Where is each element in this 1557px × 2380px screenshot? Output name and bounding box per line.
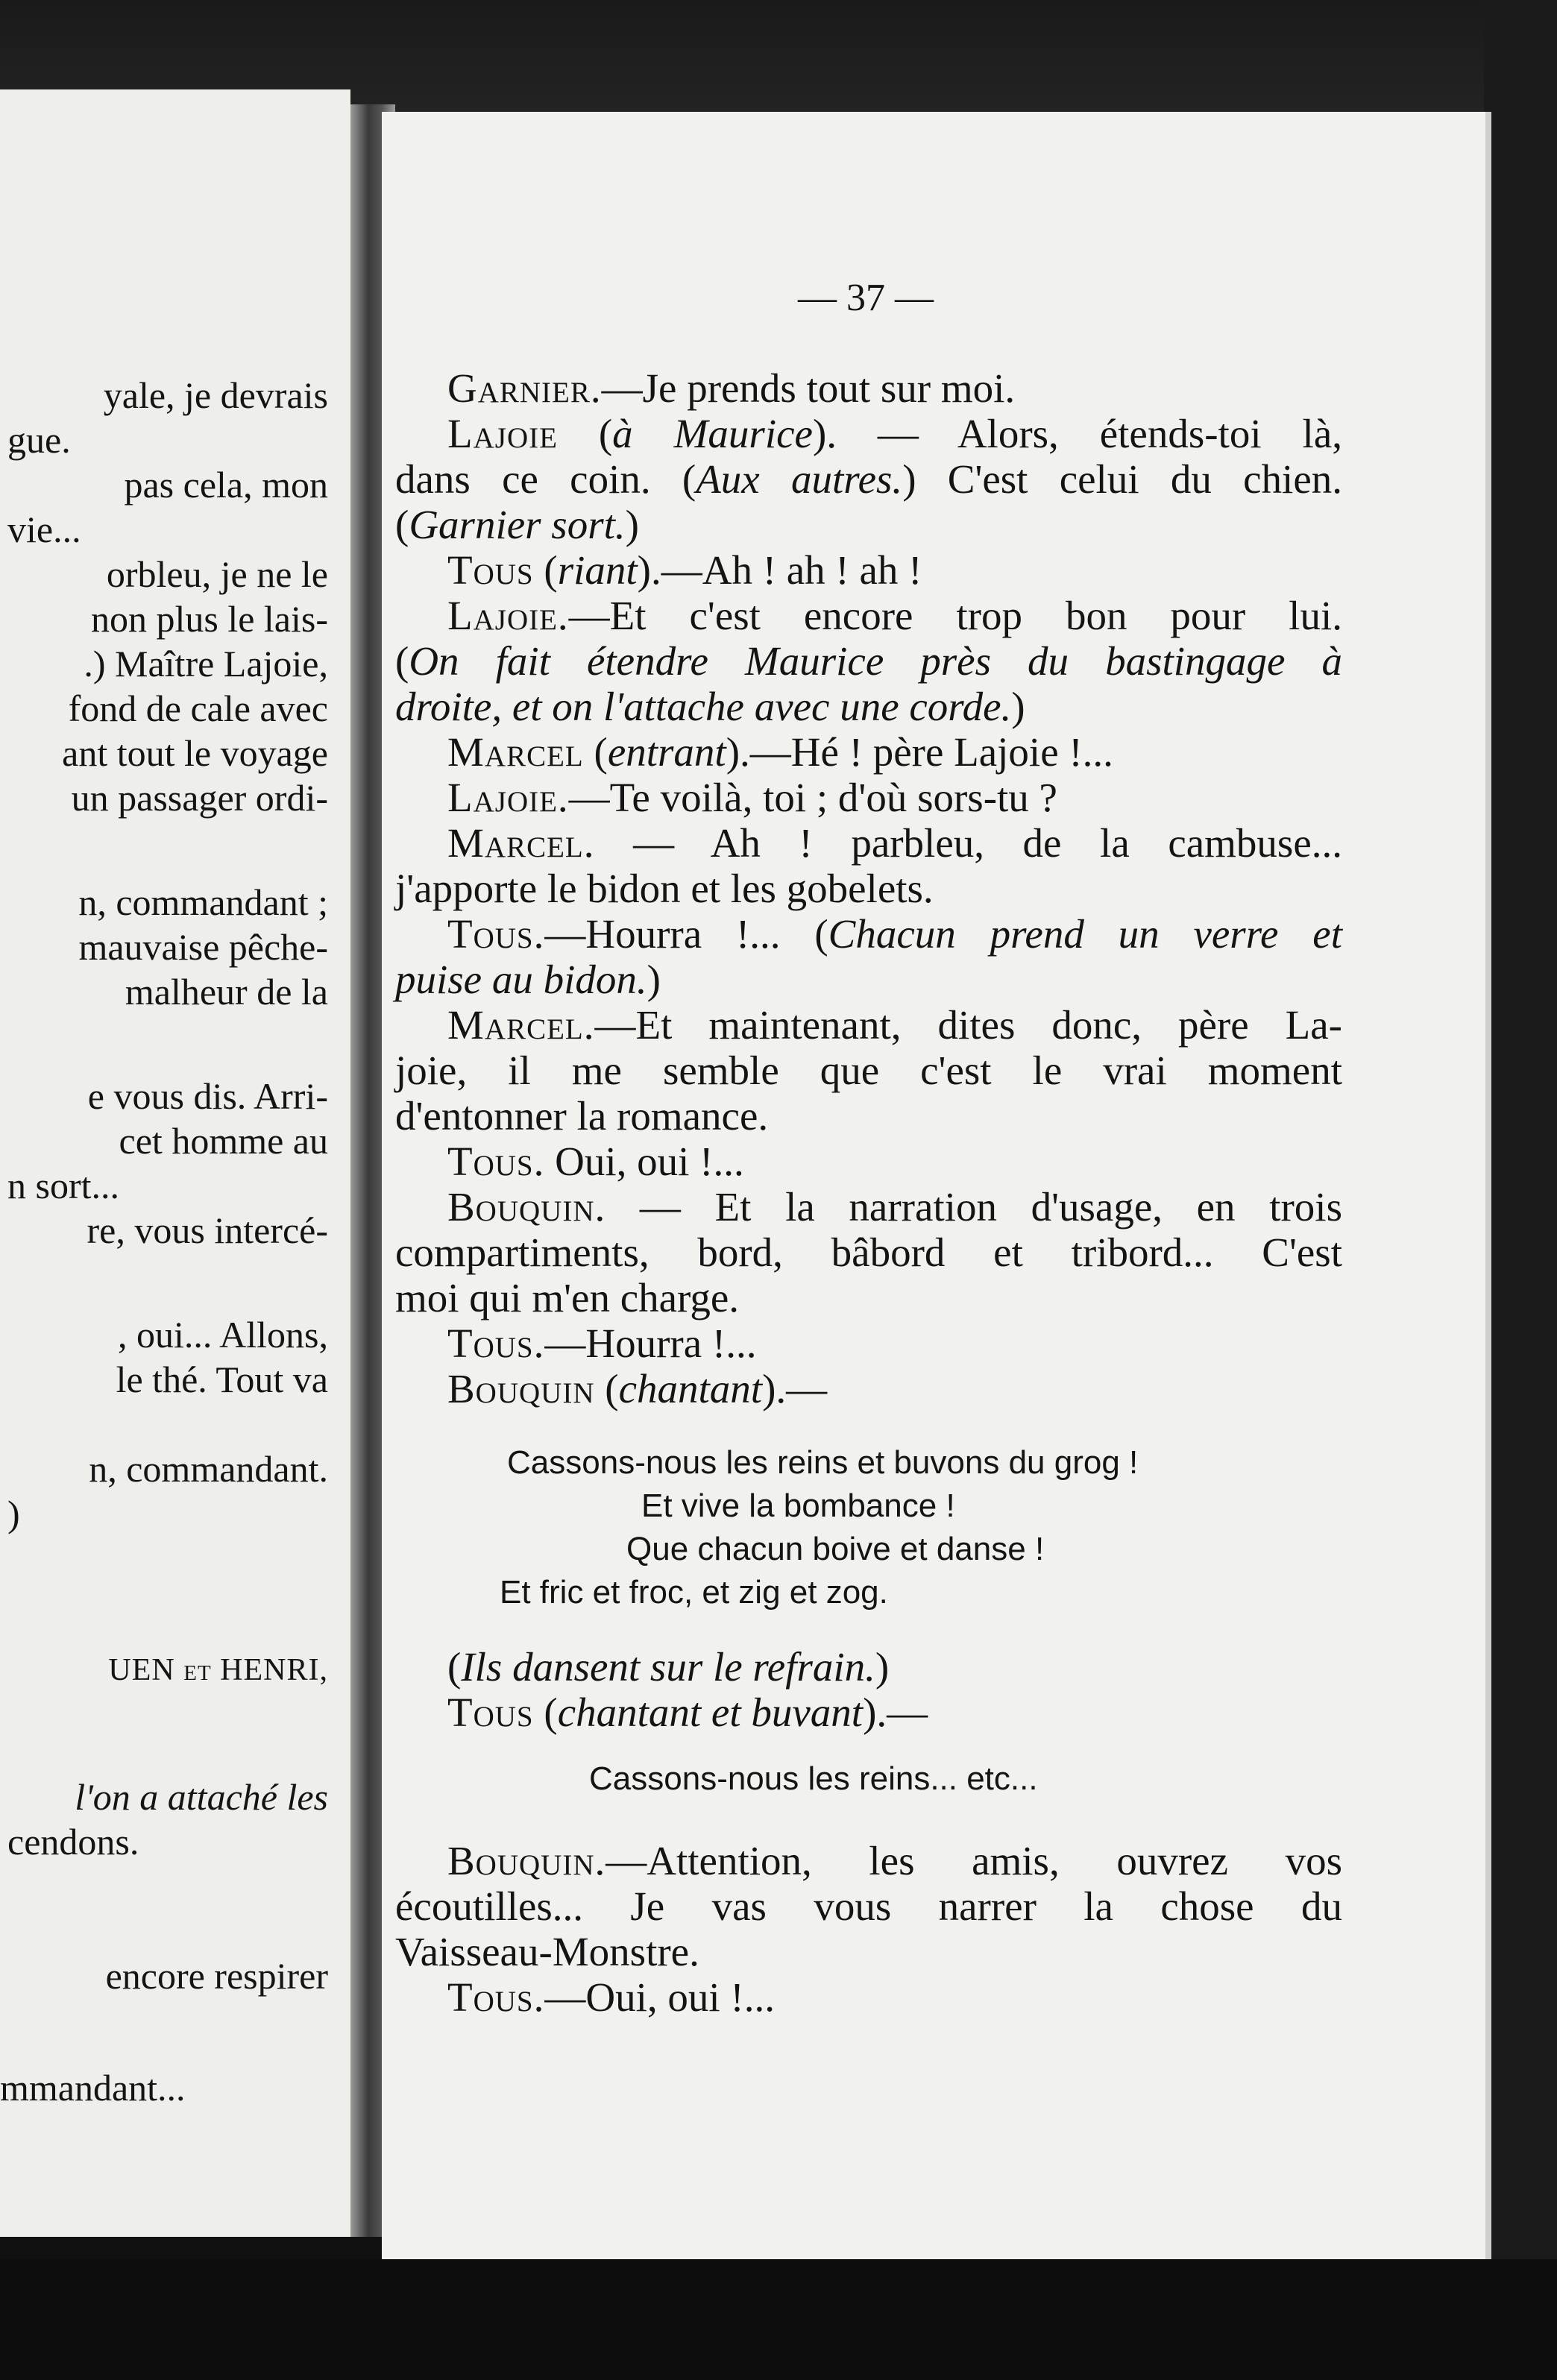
left-page-line: un passager ordi- <box>71 777 328 819</box>
stage-direction: Chacun prend un verre et <box>828 911 1342 957</box>
text: ( <box>533 1690 558 1735</box>
left-page-line: pas cela, mon <box>124 464 328 506</box>
page-number: — 37 — <box>798 277 934 319</box>
text-line <box>395 911 1342 957</box>
dialogue: compartiments, bord, bâbord et tribord... C'est <box>395 1230 1342 1275</box>
text-line <box>395 593 1342 638</box>
stage-direction: Ils dansent sur le refrain. <box>461 1644 875 1690</box>
text: ( <box>533 547 558 593</box>
text: ) <box>1011 684 1025 729</box>
text-line <box>395 1838 1342 1883</box>
page-text <box>395 365 1342 2020</box>
speaker: Lajoie <box>447 411 558 456</box>
text-line <box>395 365 1342 411</box>
left-page-line: orbleu, je ne le <box>106 553 328 595</box>
dialogue: d'entonner la romance. <box>395 1093 769 1139</box>
dialogue: ). — Alors, étends-toi là, <box>812 411 1342 456</box>
dialogue: Oui, oui !... <box>544 1139 744 1184</box>
text: ( <box>395 502 409 547</box>
left-page-line: n, commandant ; <box>78 881 328 923</box>
stage-direction: chantant <box>618 1366 763 1411</box>
left-page-line: cet homme au <box>119 1120 328 1162</box>
dialogue: j'apporte le bidon et les gobelets. <box>395 866 934 911</box>
text-line <box>395 1184 1342 1230</box>
text-line <box>395 1320 1342 1366</box>
text-line <box>395 638 1342 684</box>
speaker: Tous. <box>447 1139 545 1184</box>
dialogue: ).—Hé ! père Lajoie !... <box>726 729 1113 775</box>
left-page-line: fond de cale avec <box>68 687 328 729</box>
stage-direction: à Maurice <box>612 411 813 456</box>
left-page-line: n sort... <box>7 1165 119 1206</box>
text: ( <box>395 638 409 684</box>
song-verse-line: Cassons-nous les reins... etc... <box>589 1760 1038 1797</box>
stage-direction: Garnier sort. <box>409 502 626 547</box>
text-line <box>395 1644 1342 1690</box>
text-line <box>395 1690 1342 1735</box>
text: ).— <box>863 1690 928 1735</box>
text-line <box>395 684 1342 729</box>
song-verse-line: Cassons-nous les reins et buvons du grog ! <box>507 1444 1139 1481</box>
text-line <box>395 1093 1342 1139</box>
text: ) <box>647 957 661 1002</box>
speaker: Marcel. <box>447 820 595 866</box>
left-page-line: cendons. <box>7 1821 139 1863</box>
stage-direction: droite, et on l'attache avec une corde. <box>395 684 1012 729</box>
dialogue: —Et maintenant, dites donc, père La- <box>594 1002 1342 1048</box>
stage-direction: riant <box>557 547 638 593</box>
song-verse-line: Et fric et froc, et zig et zog. <box>500 1574 888 1611</box>
text-line <box>395 1048 1342 1093</box>
scan-background-right <box>1484 0 1557 2380</box>
scan-background-bottom <box>0 2259 1557 2380</box>
dialogue: —Oui, oui !... <box>544 1974 775 2020</box>
left-page-line: mmandant... <box>0 2067 186 2109</box>
dialogue: —Attention, les amis, ouvrez vos <box>606 1838 1342 1883</box>
speaker: Tous <box>447 1690 534 1735</box>
stage-direction: chantant et buvant <box>557 1690 864 1735</box>
text-line <box>395 1974 1342 2020</box>
dialogue: —Te voilà, toi ; d'où sors-tu ? <box>568 775 1057 820</box>
left-page-line: , oui... Allons, <box>118 1314 328 1356</box>
text-line <box>395 820 1342 866</box>
text-line <box>395 729 1342 775</box>
text-line <box>395 1275 1342 1320</box>
song-verse-line: Et vive la bombance ! <box>641 1488 955 1524</box>
left-page-line: non plus le lais- <box>90 598 328 640</box>
speaker: Bouquin <box>447 1366 595 1411</box>
speaker: Garnier. <box>447 365 602 411</box>
dialogue: — Et la narration d'usage, en trois <box>606 1184 1342 1230</box>
text-line <box>395 1139 1342 1184</box>
text-line <box>395 775 1342 820</box>
left-page-line: .) Maître Lajoie, <box>84 643 328 684</box>
speaker: Lajoie. <box>447 593 569 638</box>
text: ( <box>583 729 608 775</box>
text: ( <box>557 411 613 456</box>
speaker: Tous. <box>447 911 545 957</box>
text-line <box>395 1366 1342 1411</box>
text-line <box>395 547 1342 593</box>
dialogue: —Et c'est encore trop bon pour lui. <box>568 593 1342 638</box>
dialogue: joie, il me semble que c'est le vrai moment <box>395 1048 1342 1093</box>
left-page-line: mauvaise pêche- <box>78 926 328 968</box>
left-page-line: e vous dis. Arri- <box>87 1075 328 1117</box>
text-line <box>395 957 1342 1002</box>
dialogue: —Je prends tout sur moi. <box>601 365 1016 411</box>
speaker: Tous <box>447 547 534 593</box>
text: ( <box>594 1366 619 1411</box>
left-page <box>0 89 350 2237</box>
left-page-line: l'on a attaché les <box>75 1776 328 1818</box>
dialogue: ).—Ah ! ah ! ah ! <box>637 547 922 593</box>
speaker: Tous. <box>447 1974 545 2020</box>
speaker: Bouquin. <box>447 1184 606 1230</box>
dialogue: écoutilles... Je vas vous narrer la chose du <box>395 1883 1342 1929</box>
text-line <box>395 1230 1342 1275</box>
left-page-line: malheur de la <box>125 971 328 1013</box>
text: ( <box>447 1644 462 1690</box>
song-verse-line: Que chacun boive et danse ! <box>626 1531 1045 1567</box>
text: ).— <box>762 1366 828 1411</box>
speaker: Tous. <box>447 1320 545 1366</box>
left-page-line: re, vous intercé- <box>86 1209 328 1251</box>
text-line <box>395 866 1342 911</box>
left-page-line: vie... <box>7 509 81 550</box>
left-page-line: n, commandant. <box>89 1448 328 1490</box>
text-line <box>395 1883 1342 1929</box>
left-page-line: encore respirer <box>105 1955 328 1997</box>
dialogue: — Ah ! parbleu, de la cambuse... <box>594 820 1342 866</box>
text-line <box>395 411 1342 456</box>
left-page-line: gue. <box>7 419 71 461</box>
speaker: Marcel. <box>447 1002 595 1048</box>
dialogue: dans ce coin. ( <box>395 456 696 502</box>
stage-direction: entrant <box>607 729 726 775</box>
stage-direction: On fait étendre Maurice près du bastingage à <box>409 638 1342 684</box>
left-page-line: yale, je devrais <box>103 374 328 416</box>
text-line <box>395 1929 1342 1974</box>
dialogue: Vaisseau-Monstre. <box>395 1929 699 1974</box>
dialogue: —Hourra !... ( <box>544 911 828 957</box>
text-line <box>395 456 1342 502</box>
text: ) <box>875 1644 890 1690</box>
text-line <box>395 1002 1342 1048</box>
left-page-line: ant tout le voyage <box>62 732 328 774</box>
speaker: Marcel <box>447 729 584 775</box>
left-page-line: ) <box>7 1493 20 1534</box>
dialogue: —Hourra !... <box>544 1320 757 1366</box>
dialogue: ) C'est celui du chien. <box>902 456 1342 502</box>
stage-direction: Aux autres. <box>696 456 903 502</box>
left-page-line: le thé. Tout va <box>116 1359 328 1400</box>
dialogue: moi qui m'en charge. <box>395 1275 740 1320</box>
text-line <box>395 502 1342 547</box>
stage-direction: puise au bidon. <box>395 957 647 1002</box>
speaker: Bouquin. <box>447 1838 606 1883</box>
speaker: Lajoie. <box>447 775 569 820</box>
text: ) <box>625 502 639 547</box>
left-page-line: UEN et HENRI, <box>108 1653 328 1687</box>
